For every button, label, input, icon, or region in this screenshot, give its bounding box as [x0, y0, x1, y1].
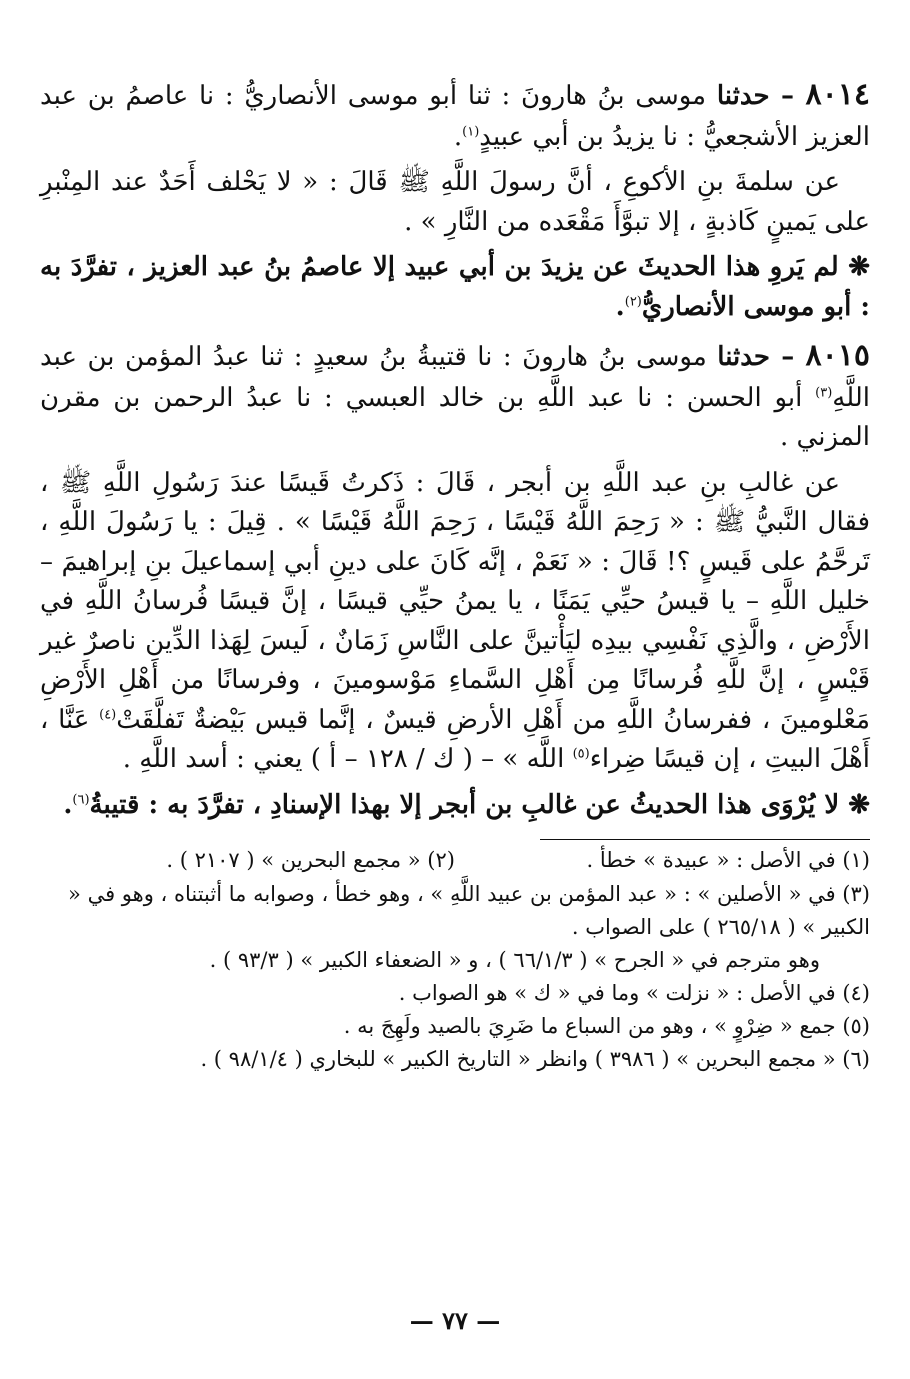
footnote-ref-3[interactable]: (٣)	[815, 385, 833, 401]
note-end: .	[63, 789, 73, 820]
hadith-8015-isnad	[40, 333, 870, 458]
matn-text-2: عَنَّا ، أَهْلَ البيتِ ، إن قيسًا ضِراء	[40, 704, 870, 775]
isnad-text: موسى بنُ هارونَ : نا قتيبةُ بنُ سعيدٍ : ثنا عبدُ المؤمن بن عبد اللَّهِ	[40, 342, 870, 413]
isnad-text: موسى بنُ هارونَ : ثنا أبو موسى الأنصاريُّ : نا عاصمُ بن عبد العزيز الأشجعيُّ : نا يزيدُ بن أبي عبيدٍ	[40, 81, 870, 152]
star-icon: ❋	[839, 789, 870, 820]
footnote-row-1-2	[40, 844, 870, 877]
hadith-8014-matn: عن سلمةَ بنِ الأكوعِ ، أنَّ رسولَ اللَّهِ ﷺ قَالَ : « لا يَحْلف أَحَدٌ عند المِنْبرِ على يَمينٍ كَاذبةٍ ، إلا تبوَّأَ مَقْعَده من النَّارِ » .	[40, 167, 870, 237]
hadith-number: ٨٠١٤	[805, 77, 870, 112]
hadith-8015-note	[40, 786, 870, 826]
footnote-ref-4[interactable]: (٤)	[99, 707, 117, 723]
footnote-4: (٤) في الأصل : « نزلت » وما في « ك » هو الصواب .	[398, 981, 870, 1006]
haddathana: حدثنا	[717, 342, 770, 373]
footnote-ref-6[interactable]: (٦)	[72, 792, 90, 808]
haddathana: حدثنا	[716, 81, 770, 111]
isnad-end: .	[453, 121, 463, 152]
matn-text: عن غالبِ بنِ عبد اللَّهِ بن أبجر ، قَالَ : ذَكرتُ قَيسًا عندَ رَسُولِ اللَّهِ ﷺ ، فقال النَّبيُّ ﷺ : « رَحِمَ اللَّهُ قَيْسًا ، رَحِمَ اللَّهُ قَيْسًا » . قِيلَ : يا رَسُولَ اللَّهِ ، تَرحَّمُ على قَيسٍ ؟! قَالَ : « نَعَمْ ، إنَّه كَانَ على دينِ أبي إسماعيلَ بنِ إبراهيمَ – خليل اللَّهِ – يا قيسُ حيِّي يَمَنًا ، يا يمنُ حيِّي قيسًا ، إنَّ قيسًا فُرسانُ اللَّهِ في الأَرْضِ ، والَّذِي نَفْسِي بيدِه ليَأْتينَّ على النَّاسِ زَمَانٌ ، لَيسَ لِهَذا الدِّين ناصرٌ غير قَيْسٍ ، إنَّ للَّهِ فُرسانًا مِن أَهْلِ السَّماءِ مَوْسومينَ ، وفرسانًا من أَهْلِ الأَرْضِ مَعْلومينَ ، ففرسانُ اللَّهِ من أَهْلِ الأرضِ قيسٌ ، إنَّما قيس بَيْضةٌ تَفلَّقَتْ	[40, 467, 871, 735]
hadith-dash: –	[770, 342, 806, 373]
isnad-text-2: أبو الحسن : نا عبد اللَّهِ بن خالد العبسي : نا عبدُ الرحمن بن مقرن المزني .	[40, 382, 870, 453]
star-icon: ❋	[838, 252, 870, 283]
footnote-ref-5[interactable]: (٥)	[572, 746, 590, 762]
hadith-number: ٨٠١٥	[805, 338, 870, 374]
footnote-3: (٣) في « الأصلين » : « عبد المؤمن بن عبيد اللَّهِ » ، وهو خطأ ، وصوابه ما أثبتناه ، وهو في « الكبير » ( ٢٦٥/١٨ ) على الصواب .	[68, 881, 870, 939]
footnotes	[40, 844, 870, 1076]
footnote-2: (٢) « مجمع البحرين » ( ٢١٠٧ ) .	[166, 848, 455, 873]
footnote-divider	[540, 839, 870, 840]
note-end: .	[615, 291, 625, 322]
hadith-dash: –	[769, 81, 806, 111]
footnote-5: (٥) جمع « ضِرْوٍ » ، وهو من السباع ما ضَرِيَ بالصيد ولَهِجَ به .	[343, 1014, 870, 1039]
footnote-ref-2[interactable]: (٢)	[624, 294, 642, 309]
hadith-8014-isnad	[40, 72, 870, 157]
matn-text-3: اللَّه » – ( ك / ١٢٨ – أ ) يعني : أسد اللَّهِ .	[122, 744, 573, 775]
footnote-3-continued: وهو مترجم في « الجرح » ( ٦٦/١/٣ ) ، و « الضعفاء الكبير » ( ٩٣/٣ ) .	[209, 947, 820, 972]
note-text: لا يُرْوَى هذا الحديثُ عن غالبِ بن أبجر إلا بهذا الإسنادِ ، تفرَّدَ به : قتيبةُ	[89, 789, 840, 820]
hadith-8014-note	[40, 248, 870, 327]
footnote-ref-1[interactable]: (١)	[462, 123, 480, 139]
footnote-6: (٦) « مجمع البحرين » ( ٣٩٨٦ ) وانظر « التاريخ الكبير » للبخاري ( ٩٨/١/٤ ) .	[200, 1047, 870, 1072]
note-text: لم يَروِ هذا الحديثَ عن يزيدَ بن أبي عبيد إلا عاصمُ بنُ عبد العزيز ، تفرَّدَ به : أبو موسى الأنصاريُّ	[40, 252, 870, 322]
hadith-8015-matn	[40, 464, 870, 780]
footnote-1: (١) في الأصل : « عبيدة » خطأ .	[586, 848, 870, 873]
page-number: — ٧٧ —	[409, 1306, 501, 1335]
